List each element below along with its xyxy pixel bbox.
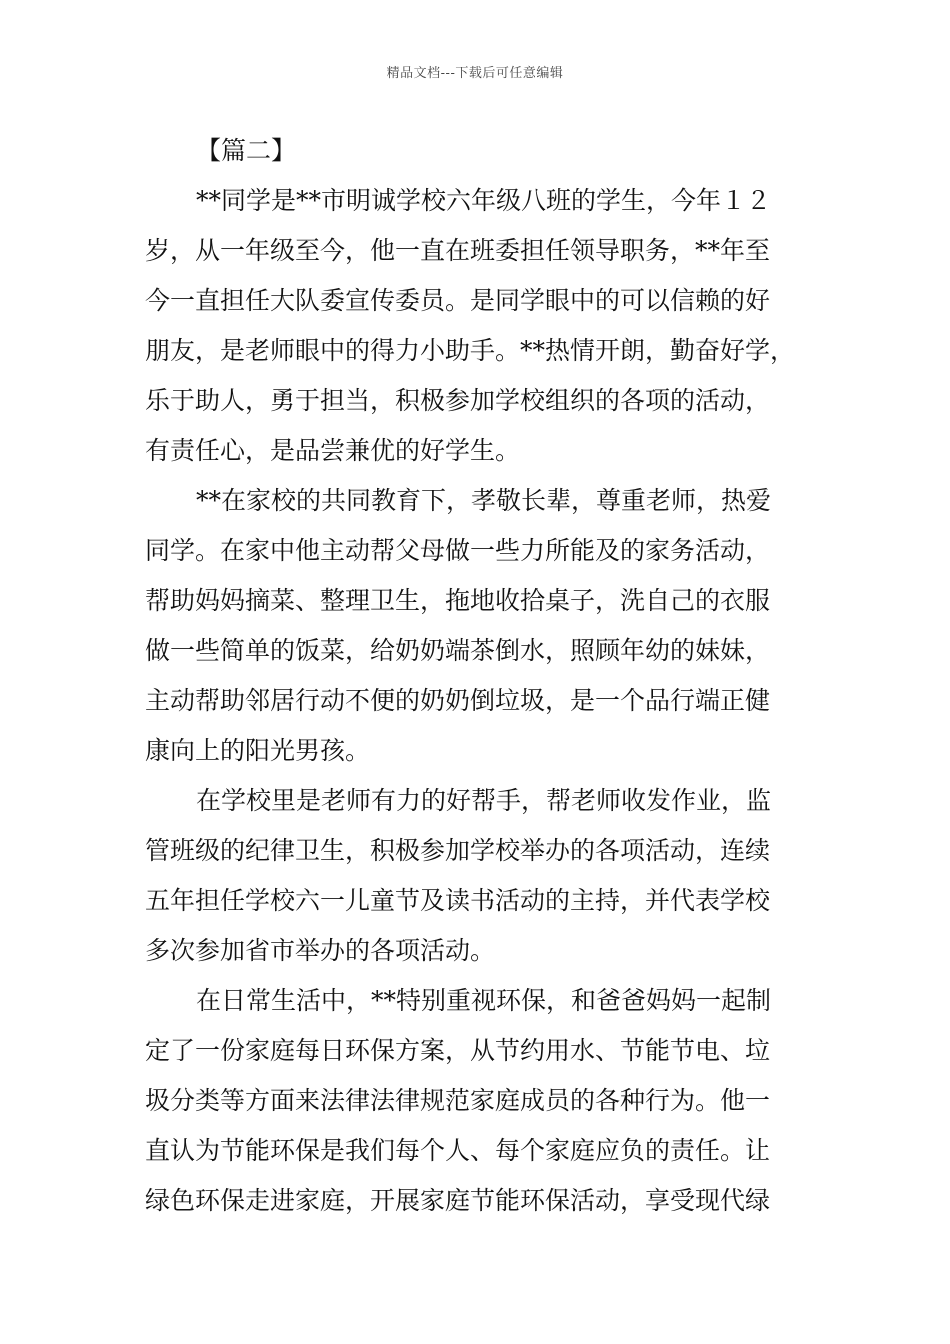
paragraph-line: **同学是**市明诚学校六年级八班的学生，今年１２ bbox=[196, 186, 772, 215]
paragraph-line: **在家校的共同教育下，孝敬长辈，尊重老师，热爱 bbox=[196, 486, 772, 515]
paragraph-line: 有责任心，是品尝兼优的好学生。 bbox=[145, 436, 521, 465]
paragraph-line: 主动帮助邻居行动不便的奶奶倒垃圾，是一个品行端正健 bbox=[145, 686, 771, 715]
paragraph-line: 在日常生活中，**特别重视环保，和爸爸妈妈一起制 bbox=[196, 986, 772, 1015]
paragraph-line: 圾分类等方面来法律法律规范家庭成员的各种行为。他一 bbox=[145, 1086, 771, 1115]
paragraph-line: 在学校里是老师有力的好帮手，帮老师收发作业，监 bbox=[196, 786, 772, 815]
paragraph-line: 管班级的纪律卫生，积极参加学校举办的各项活动，连续 bbox=[145, 836, 771, 865]
paragraph-line: 岁，从一年级至今，他一直在班委担任领导职务，**年至 bbox=[145, 236, 771, 265]
paragraph-line: 直认为节能环保是我们每个人、每个家庭应负的责任。让 bbox=[145, 1136, 771, 1165]
paragraph-line: 今一直担任大队委宣传委员。是同学眼中的可以信赖的好 bbox=[145, 286, 771, 315]
paragraph-line: 绿色环保走进家庭，开展家庭节能环保活动，享受现代绿 bbox=[145, 1186, 771, 1215]
paragraph-line: 康向上的阳光男孩。 bbox=[145, 736, 371, 765]
section-title: 【篇二】 bbox=[196, 136, 297, 165]
paragraph-line: 多次参加省市举办的各项活动。 bbox=[145, 936, 496, 965]
paragraph-line: 帮助妈妈摘菜、整理卫生，拖地收拾桌子，洗自己的衣服 bbox=[145, 586, 771, 615]
paragraph-line: 乐于助人，勇于担当，积极参加学校组织的各项的活动， bbox=[145, 386, 771, 415]
paragraph-line: 朋友，是老师眼中的得力小助手。**热情开朗，勤奋好学， bbox=[145, 336, 796, 365]
paragraph-line: 五年担任学校六一儿童节及读书活动的主持，并代表学校 bbox=[145, 886, 771, 915]
paragraph-line: 做一些简单的饭菜，给奶奶端茶倒水，照顾年幼的妹妹， bbox=[145, 636, 771, 665]
page-header: 精品文档---下载后可任意编辑 bbox=[386, 66, 564, 81]
paragraph-line: 定了一份家庭每日环保方案，从节约用水、节能节电、垃 bbox=[145, 1036, 771, 1065]
paragraph-line: 同学。在家中他主动帮父母做一些力所能及的家务活动， bbox=[145, 536, 771, 565]
